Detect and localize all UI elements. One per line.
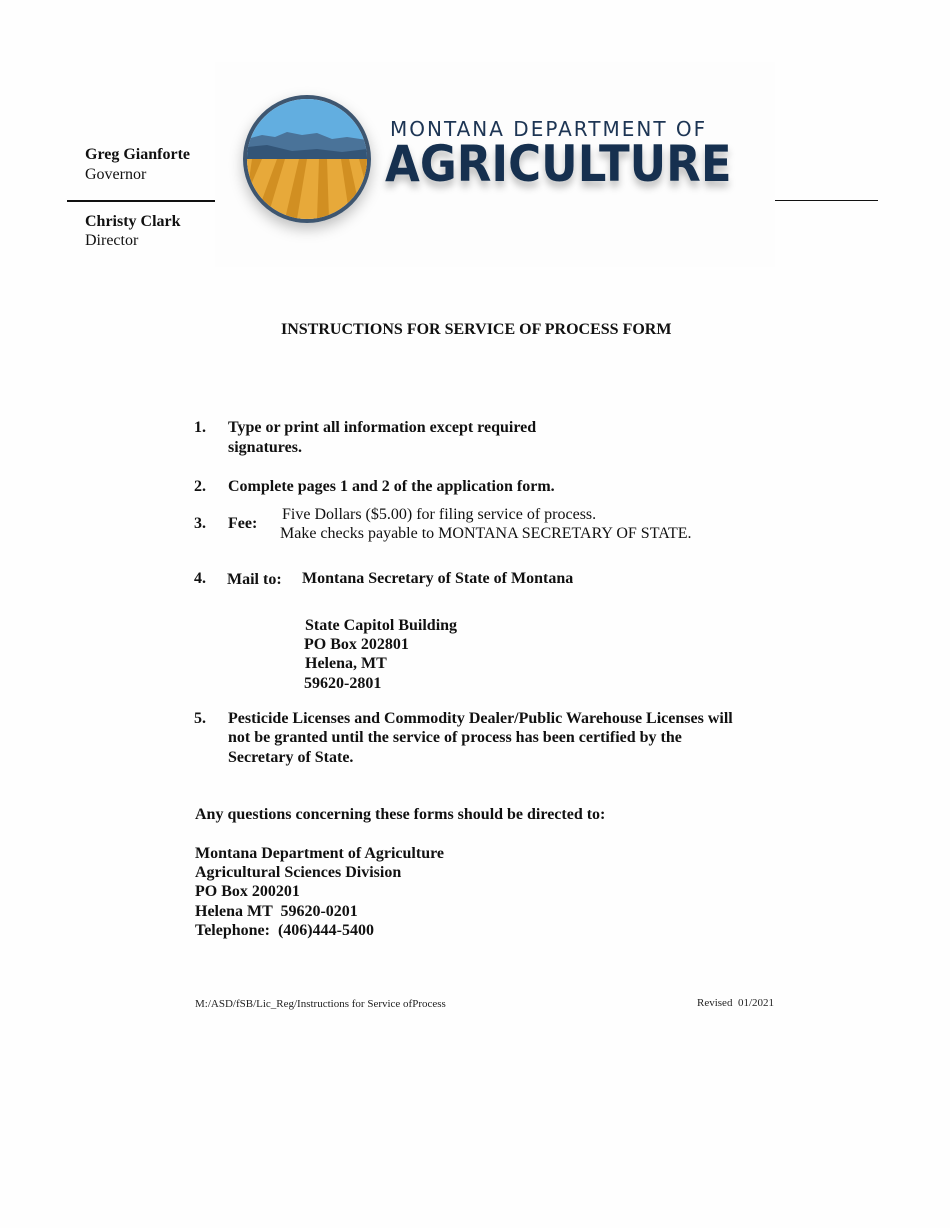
item-3-number: 3. [194,515,206,532]
item-3-line-2: Make checks payable to MONTANA SECRETARY OF STATE. [280,525,692,542]
contact-intro: Any questions concerning these forms should be directed to: [195,806,606,823]
contact-line-3: PO Box 200201 [195,883,300,900]
logo-emblem-icon [243,95,371,223]
item-3-line-1: Five Dollars ($5.00) for filing service of process. [282,506,597,523]
footer-revised-date: Revised 01/2021 [697,997,774,1009]
governor-name: Greg Gianforte [85,146,191,163]
governor-title: Governor [85,166,147,183]
director-name: Christy Clark [85,213,181,230]
item-4-number: 4. [194,570,206,587]
item-5-line-2: not be granted until the service of process has been certified by the [228,729,682,746]
mail-address-line-2: PO Box 202801 [304,636,409,653]
item-2-line-1: Complete pages 1 and 2 of the application form. [228,478,555,495]
contact-line-1: Montana Department of Agriculture [195,845,444,862]
mail-address-line-1: State Capitol Building [305,617,458,634]
contact-line-2: Agricultural Sciences Division [195,864,402,881]
contact-telephone: Telephone: (406)444-5400 [195,922,374,939]
item-4-line-1: Montana Secretary of State of Montana [302,570,574,587]
item-1-number: 1. [194,419,206,436]
item-1-line-2: signatures. [228,439,302,456]
director-title: Director [85,232,139,249]
mail-address-line-4: 59620-2801 [304,675,382,692]
header-divider-left [67,200,217,202]
item-5-line-1: Pesticide Licenses and Commodity Dealer/Public Warehouse Licenses will [228,710,733,727]
contact-line-4: Helena MT 59620-0201 [195,903,358,920]
item-1-line-1: Type or print all information except required [228,419,537,436]
item-2-number: 2. [194,478,206,495]
footer-file-path: M:/ASD/fSB/Lic_Reg/Instructions for Service ofProcess [195,998,446,1010]
item-4-label: Mail to: [227,571,282,588]
mail-address-line-3: Helena, MT [305,655,387,672]
item-5-number: 5. [194,710,206,727]
logo-text-line2: AGRICULTURE [385,135,732,193]
page-title: INSTRUCTIONS FOR SERVICE OF PROCESS FORM [281,321,672,338]
item-5-line-3: Secretary of State. [228,749,354,766]
logo-text-line1: MONTANA DEPARTMENT OF [390,117,708,141]
item-3-label: Fee: [228,515,258,532]
header-divider-right [770,200,878,201]
